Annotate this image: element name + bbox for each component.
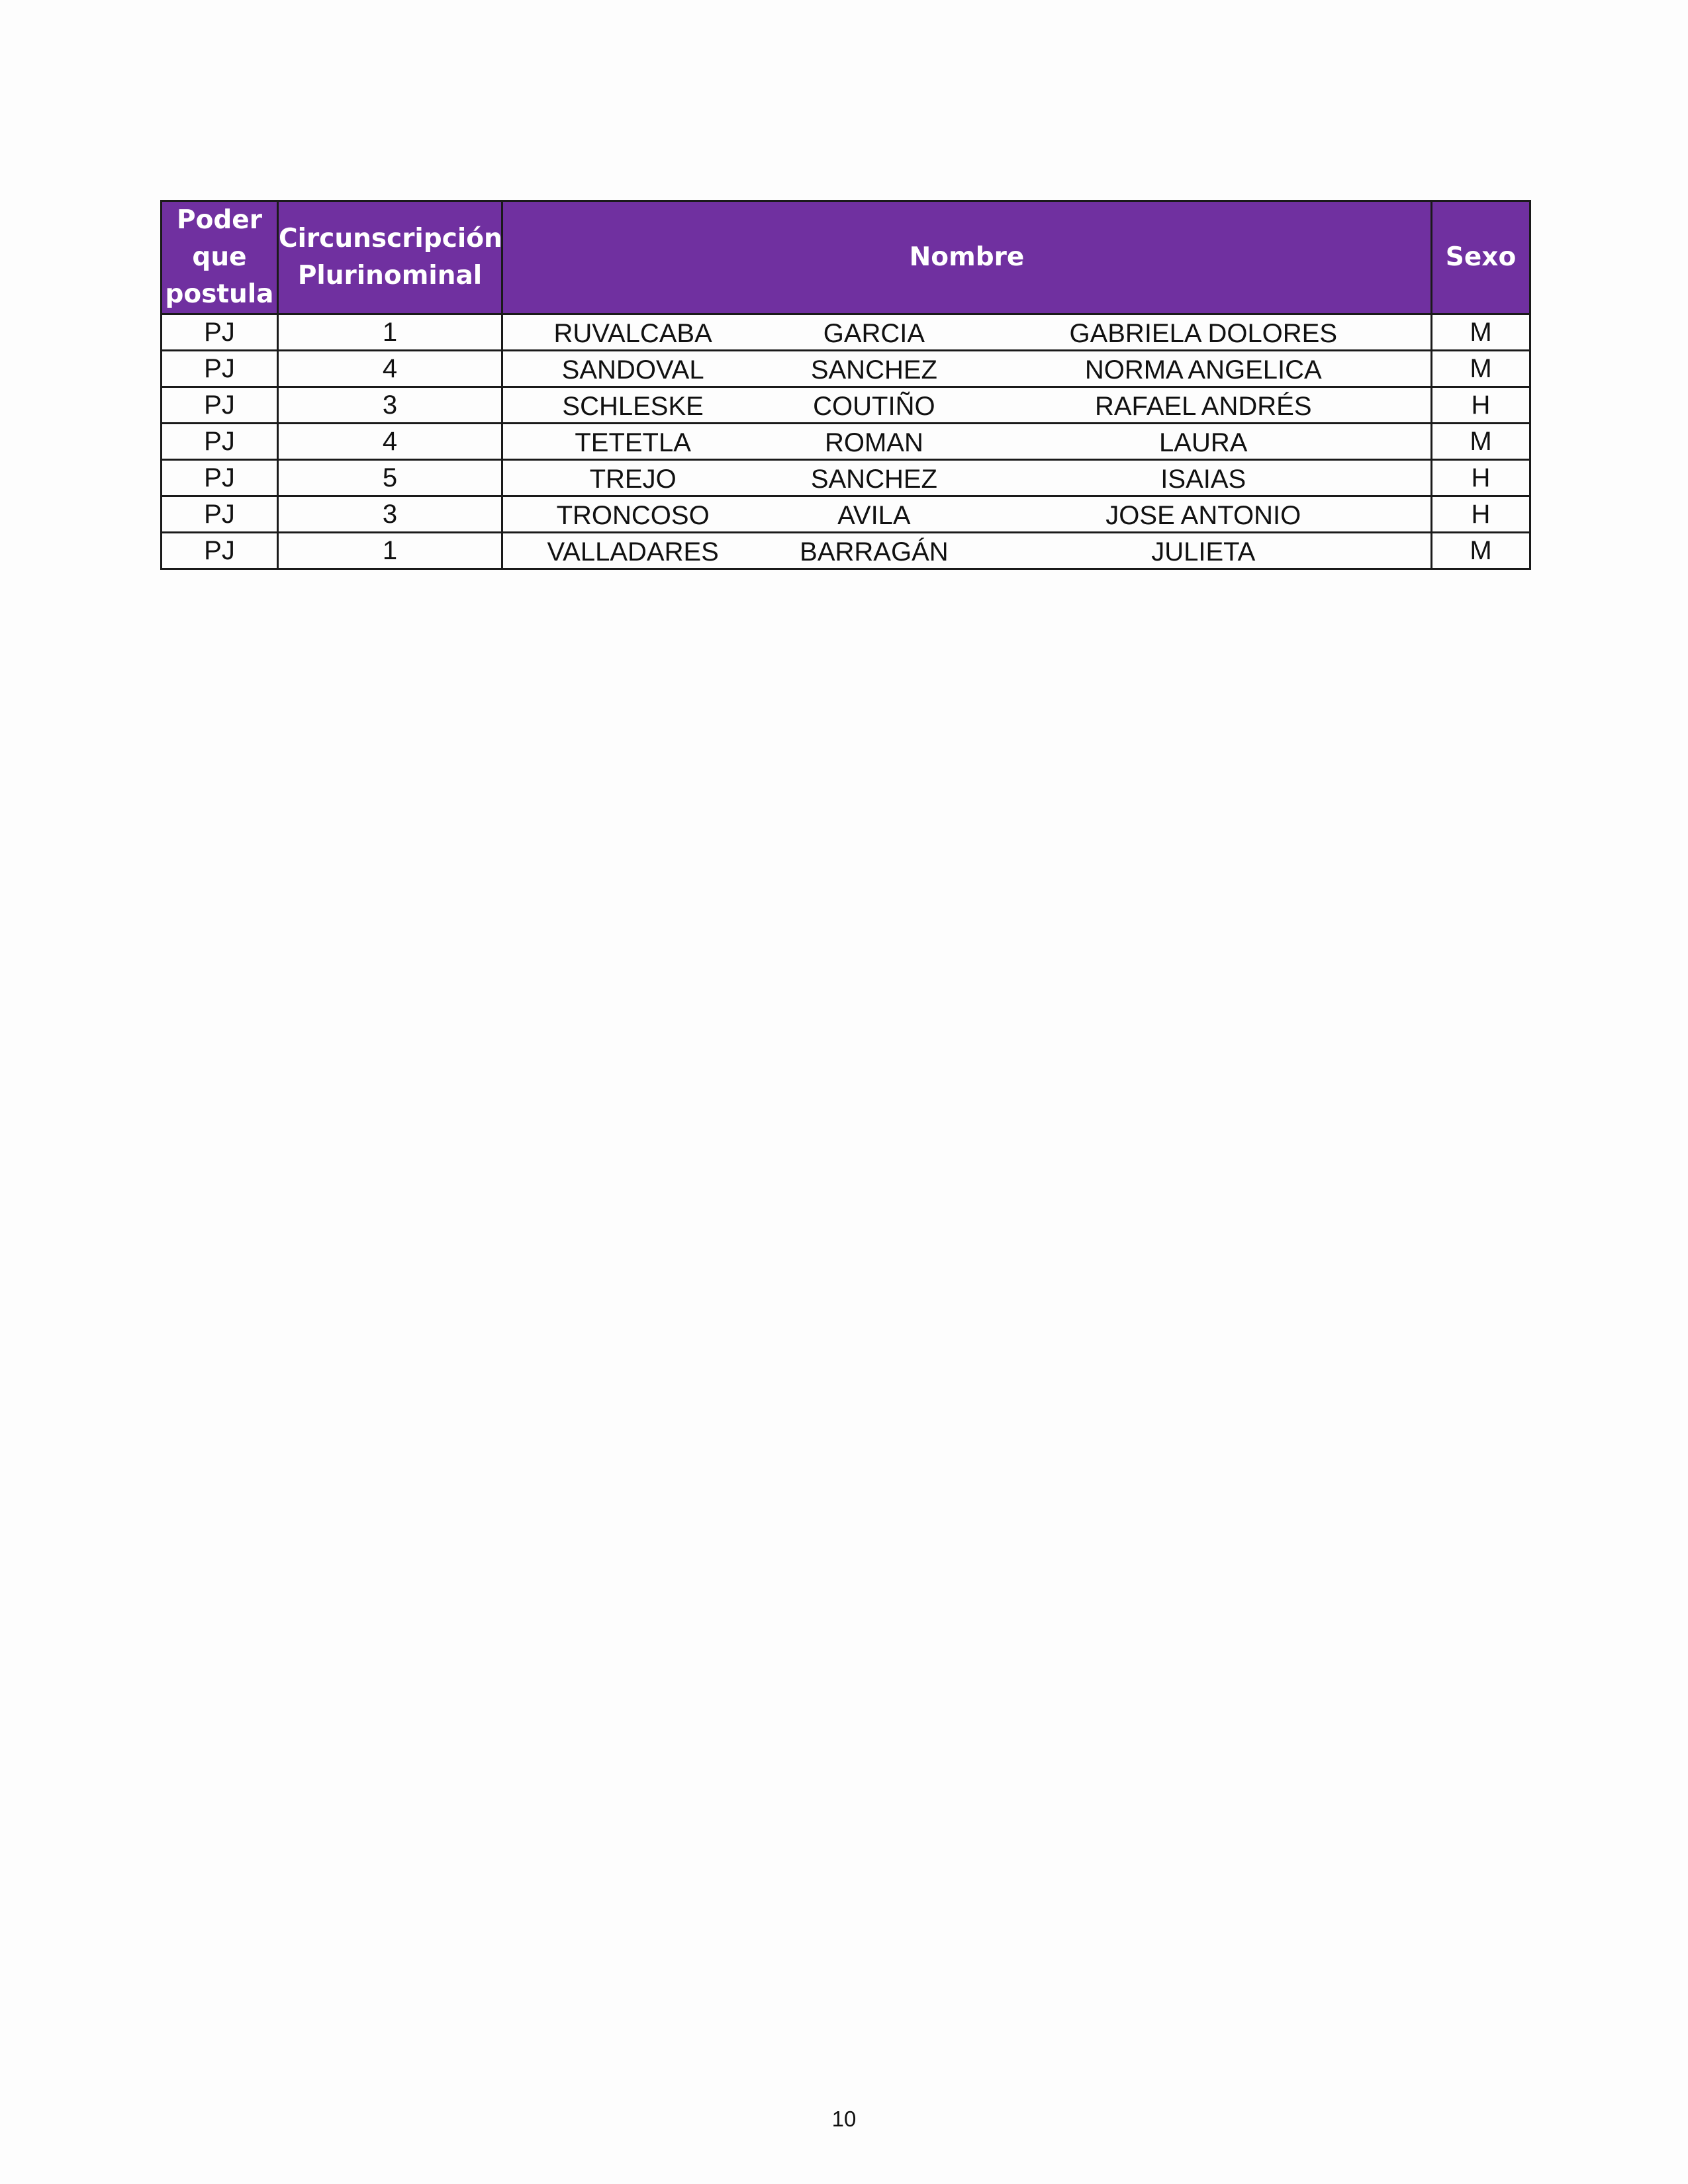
- apellido-paterno: SANDOVAL: [561, 355, 704, 385]
- header-circunscripcion: Circunscripción Plurinominal: [278, 201, 502, 314]
- cell-circunscripcion: 5: [278, 460, 502, 496]
- cell-sexo: M: [1432, 351, 1530, 387]
- cell-circunscripcion: 1: [278, 533, 502, 569]
- cell-nombre: [502, 351, 1432, 387]
- cell-nombre: [502, 460, 1432, 496]
- nombres: ISAIAS: [1160, 465, 1246, 494]
- table-row: [162, 387, 1530, 424]
- cell-circunscripcion: 3: [278, 496, 502, 533]
- nombres: LAURA: [1159, 428, 1248, 457]
- table-body: [162, 314, 1530, 569]
- cell-poder: PJ: [162, 460, 278, 496]
- header-poder: Poder que postula: [162, 201, 278, 314]
- apellido-materno: SANCHEZ: [810, 465, 937, 494]
- apellido-paterno: SCHLESKE: [562, 392, 704, 421]
- table-row: [162, 424, 1530, 460]
- cell-poder: PJ: [162, 424, 278, 460]
- cell-sexo: H: [1432, 387, 1530, 424]
- apellido-materno: AVILA: [837, 501, 911, 530]
- apellido-paterno: TREJO: [589, 465, 677, 494]
- apellido-paterno: TRONCOSO: [556, 501, 710, 530]
- apellido-materno: SANCHEZ: [810, 355, 937, 385]
- nombres: GABRIELA DOLORES: [1069, 319, 1338, 348]
- apellido-materno: ROMAN: [824, 428, 923, 457]
- nombres: JOSE ANTONIO: [1105, 501, 1301, 530]
- table-row: [162, 351, 1530, 387]
- cell-circunscripcion: 1: [278, 314, 502, 351]
- cell-circunscripcion: 4: [278, 424, 502, 460]
- cell-sexo: M: [1432, 533, 1530, 569]
- cell-poder: PJ: [162, 533, 278, 569]
- apellido-materno: BARRAGÁN: [800, 537, 949, 567]
- header-row: [162, 201, 1530, 314]
- cell-sexo: H: [1432, 460, 1530, 496]
- cell-nombre: [502, 533, 1432, 569]
- apellido-materno: GARCIA: [823, 319, 925, 348]
- cell-nombre: [502, 387, 1432, 424]
- cell-sexo: M: [1432, 424, 1530, 460]
- table-row: [162, 496, 1530, 533]
- page-number: 10: [831, 2107, 857, 2131]
- apellido-materno: COUTIÑO: [813, 392, 935, 421]
- cell-poder: PJ: [162, 351, 278, 387]
- cell-nombre: [502, 424, 1432, 460]
- nombres: RAFAEL ANDRÉS: [1094, 392, 1312, 421]
- table-header: [162, 201, 1530, 314]
- table-row: [162, 314, 1530, 351]
- cell-poder: PJ: [162, 387, 278, 424]
- cell-sexo: M: [1432, 314, 1530, 351]
- nombres: JULIETA: [1151, 537, 1256, 567]
- cell-poder: PJ: [162, 496, 278, 533]
- cell-circunscripcion: 4: [278, 351, 502, 387]
- table-row: [162, 533, 1530, 569]
- header-nombre: Nombre: [502, 201, 1432, 314]
- apellido-paterno: RUVALCABA: [553, 319, 712, 348]
- nombres: NORMA ANGELICA: [1084, 355, 1322, 385]
- table-row: [162, 460, 1530, 496]
- cell-nombre: [502, 496, 1432, 533]
- header-sexo: Sexo: [1432, 201, 1530, 314]
- candidates-table: [160, 200, 1531, 570]
- cell-sexo: H: [1432, 496, 1530, 533]
- cell-circunscripcion: 3: [278, 387, 502, 424]
- apellido-paterno: VALLADARES: [547, 537, 719, 567]
- cell-poder: PJ: [162, 314, 278, 351]
- cell-nombre: [502, 314, 1432, 351]
- apellido-paterno: TETETLA: [575, 428, 691, 457]
